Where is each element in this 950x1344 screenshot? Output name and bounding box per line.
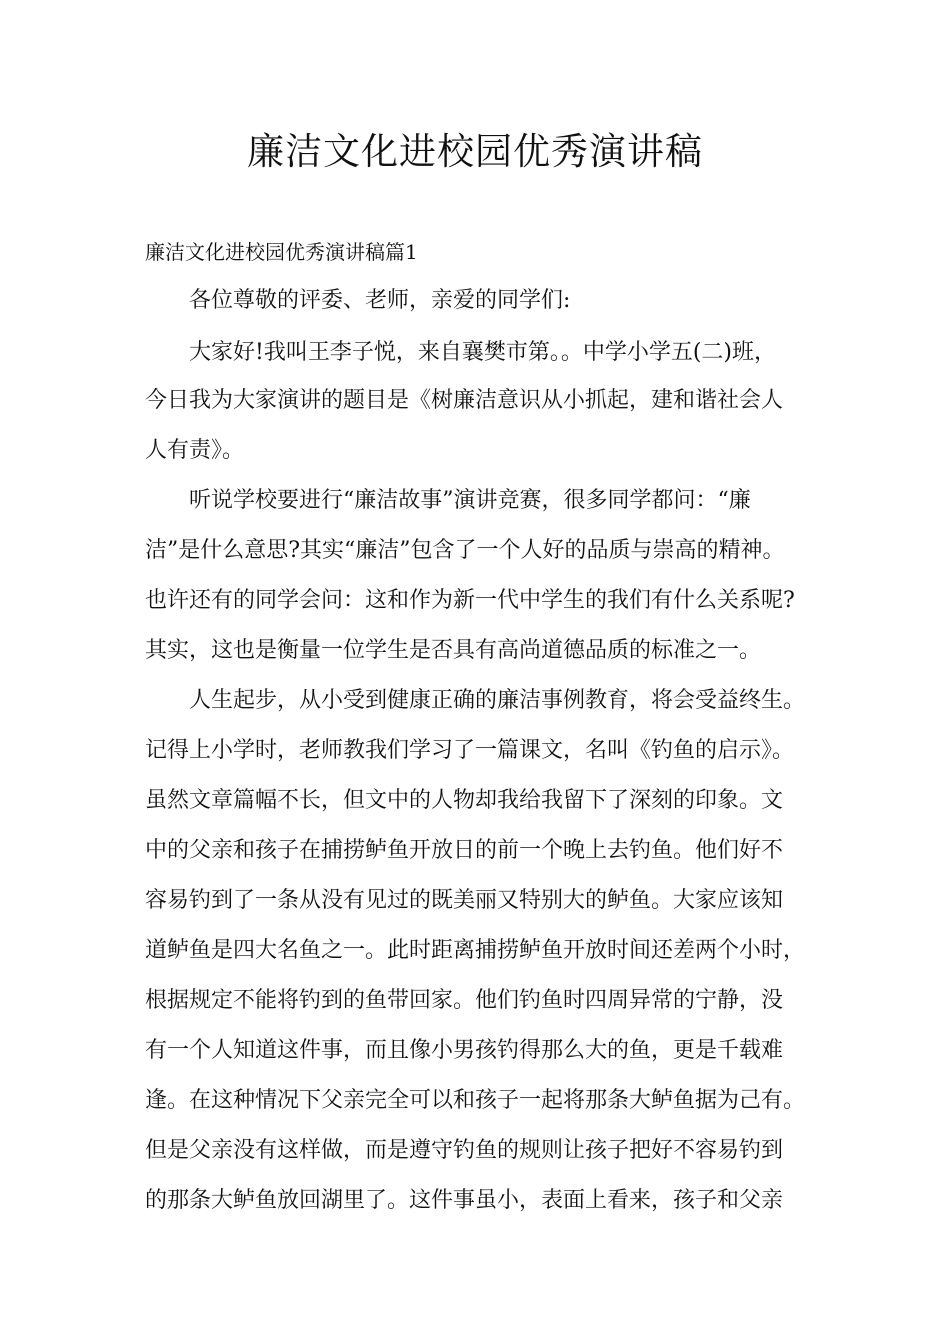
text-line: 逢。在这种情况下父亲完全可以和孩子一起将那条大鲈鱼据为己有。 xyxy=(145,1088,806,1113)
text-line: 的那条大鲈鱼放回湖里了。这件事虽小，表面上看来，孩子和父亲 xyxy=(145,1188,784,1213)
document-title: 廉洁文化进校园优秀演讲稿 xyxy=(247,130,703,173)
text-line: 道鲈鱼是四大名鱼之一。此时距离捕捞鲈鱼开放时间还差两个小时， xyxy=(145,938,806,963)
text-line: 人生起步，从小受到健康正确的廉洁事例教育，将会受益终生。 xyxy=(189,688,806,713)
text-line: 虽然文章篇幅不长，但文中的人物却我给我留下了深刻的印象。文 xyxy=(145,788,784,813)
text-line: 今日我为大家演讲的题目是《树廉洁意识从小抓起，建和谐社会人 xyxy=(145,388,784,413)
text-line: 也许还有的同学会问：这和作为新一代中学生的我们有什么关系呢? xyxy=(145,588,795,613)
text-line: 各位尊敬的评委、老师，亲爱的同学们: xyxy=(189,288,571,313)
text-line: 人有责》。 xyxy=(145,438,245,463)
text-line: 记得上小学时，老师教我们学习了一篇课文，名叫《钓鱼的启示》。 xyxy=(145,738,795,763)
text-line: 大家好!我叫王李子悦，来自襄樊市第。。中学小学五(二)班， xyxy=(189,340,777,365)
text-line: 根据规定不能将钓到的鱼带回家。他们钓鱼时四周异常的宁静，没 xyxy=(145,988,784,1013)
text-line: 其实，这也是衡量一位学生是否具有高尚道德品质的标准之一。 xyxy=(145,638,762,663)
text-line: 中的父亲和孩子在捕捞鲈鱼开放日的前一个晚上去钓鱼。他们好不 xyxy=(145,838,784,863)
text-line: 听说学校要进行“廉洁故事”演讲竞赛，很多同学都问：“廉 xyxy=(189,488,751,513)
document-subtitle: 廉洁文化进校园优秀演讲稿篇1 xyxy=(145,240,418,264)
text-line: 容易钓到了一条从没有见过的既美丽又特别大的鲈鱼。大家应该知 xyxy=(145,888,784,913)
text-line: 洁”是什么意思?其实“廉洁”包含了一个人好的品质与崇高的精神。 xyxy=(145,538,785,563)
text-line: 有一个人知道这件事，而且像小男孩钓得那么大的鱼，更是千载难 xyxy=(145,1038,784,1063)
text-line: 但是父亲没有这样做，而是遵守钓鱼的规则让孩子把好不容易钓到 xyxy=(145,1138,784,1163)
